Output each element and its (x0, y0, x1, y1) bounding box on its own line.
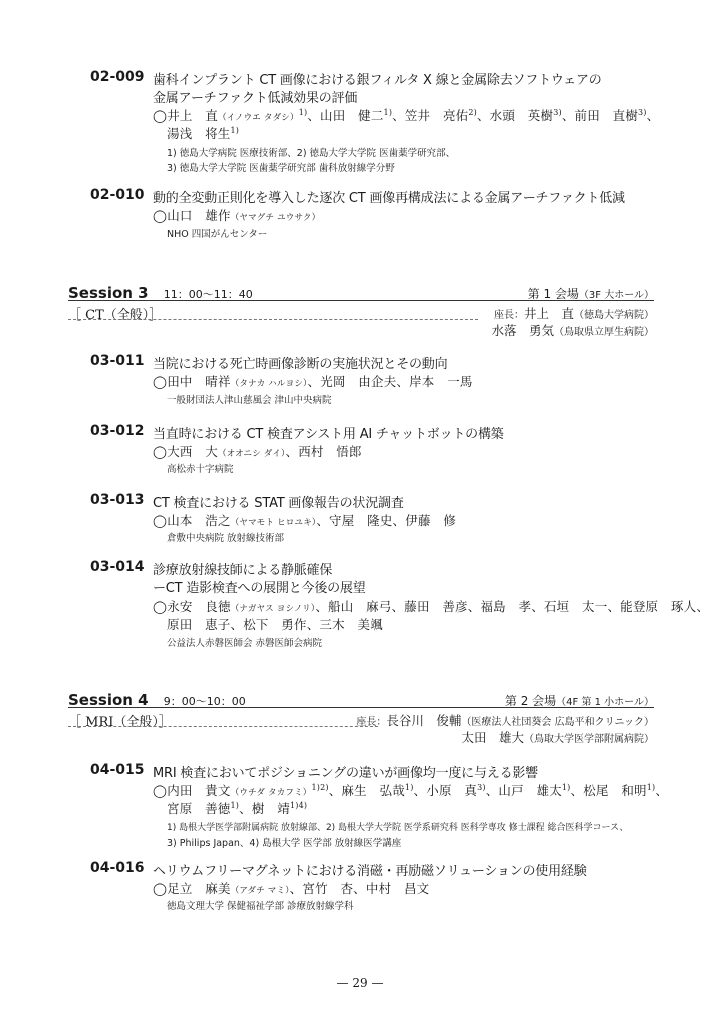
affiliation-marker: 1) (561, 782, 571, 792)
separator: 、 (646, 108, 660, 123)
affiliation-marker: 3) (477, 782, 486, 792)
affiliation-marker: 1)2) (311, 782, 329, 792)
presenter-reading: （ヤマグチ ユウサク） (230, 213, 321, 223)
abstract-title: CT 検査における STAT 画像報告の状況調査 (153, 496, 404, 511)
affiliation-marker: 2) (468, 107, 477, 117)
chair-affiliation: （鳥取県立厚生病院） (554, 327, 654, 338)
coauthor: 、前田 直樹 (561, 108, 639, 123)
coauthor: 、水頭 英樹 (476, 108, 554, 123)
coauthor: 、山戸 雄太 (485, 783, 562, 798)
abstract-title: 動的全変動正則化を導入した逐次 CT 画像再構成法による金属アーチファクト低減 (153, 191, 625, 206)
chair-name: 水落 勇気 (491, 323, 554, 338)
chair-affiliation: （医療法人社団葵会 広島平和クリニック） (461, 717, 654, 728)
presenter-name: ◯足立 麻美 (153, 881, 231, 896)
author-list (153, 442, 362, 460)
author-list (153, 879, 429, 897)
abstract-number: 03-013 (90, 492, 145, 508)
affiliation: 倉敷中央病院 放射線技術部 (167, 533, 285, 544)
coauthors: 、光岡 由企夫、岸本 一馬 (307, 374, 473, 389)
affiliation-line2: 3) Philips Japan、4) 島根大学 医学部 放射線医学講座 (167, 838, 402, 849)
session-category: ［ CT（全般）］ (68, 308, 163, 323)
author-list (153, 511, 456, 529)
coauthor: 、松尾 和明 (570, 783, 647, 798)
session-time: 11：00〜11：40 (163, 288, 253, 301)
affiliation-marker: 1) (383, 107, 393, 117)
affiliation: 徳島文理大学 保健福祉学部 診療放射線学科 (167, 901, 354, 912)
presenter-name: ◯内田 貴文 (153, 783, 231, 798)
abstract-title: 歯科インプラント CT 画像における銀フィルタ X 線と金属除去ソフトウェアの (153, 73, 602, 88)
separator: 、 (655, 783, 669, 798)
abstract-number: 03-012 (90, 423, 145, 439)
presenter-reading: （タナカ ハルヨシ） (230, 379, 308, 389)
presenter-reading: （ウチダ タカフミ） (230, 788, 312, 798)
author-list-line2 (167, 124, 239, 142)
coauthors: 、守屋 隆史、伊藤 修 (316, 513, 457, 528)
presenter-name: ◯大西 大 (153, 444, 218, 459)
author-list (153, 597, 709, 615)
coauthor: 湯浅 将生 (167, 126, 231, 141)
chair-label: 座長： (493, 310, 524, 321)
presenter-name: ◯井上 直 (153, 108, 218, 123)
author-list-line2 (167, 799, 307, 817)
affiliation-marker: 1) (298, 107, 308, 117)
presenter-reading: （ヤマモト ヒロユキ） (230, 518, 317, 528)
chair-name: 井上 直 (523, 306, 574, 321)
presenter-name: ◯山口 雄作 (153, 208, 231, 223)
affiliation-marker: 1) (230, 800, 240, 810)
presenter-reading: （アダチ マミ） (230, 886, 290, 896)
coauthors: 、宮竹 杏、中村 昌文 (289, 881, 430, 896)
coauthor: 、笠井 亮佑 (392, 108, 469, 123)
coauthor: 、山田 健二 (307, 108, 384, 123)
affiliation: 高松赤十字病院 (167, 464, 234, 475)
page-number: — 29 — (336, 976, 384, 990)
coauthor: 、小原 真 (413, 783, 478, 798)
affiliation: NHO 四国がんセンター (167, 229, 268, 240)
venue-name: 第 1 会場 (527, 287, 579, 301)
abstract-title: MRI 検査においてポジショニングの違いが画像均一度に与える影響 (153, 766, 538, 781)
affiliation-marker: 1) (230, 125, 240, 135)
presenter-name: ◯田中 晴祥 (153, 374, 231, 389)
coauthor: 、樹 靖 (239, 801, 290, 816)
abstract-number: 02-010 (90, 187, 145, 203)
affiliation: 公益法人赤磐医師会 赤磐医師会病院 (167, 638, 323, 649)
author-list (153, 781, 668, 799)
session-subdivider (68, 319, 478, 320)
affiliation-marker: 1)4) (289, 800, 308, 810)
presenter-name: ◯永安 良徳 (153, 599, 231, 614)
abstract-title: 当院における死亡時画像診断の実施状況とその動向 (153, 357, 448, 372)
author-list-line2: 原田 恵子、松下 勇作、三木 美颯 (167, 617, 383, 632)
presenter-reading: （オオニシ ダイ） (218, 449, 286, 459)
affiliation: 1) 島根大学医学部附属病院 放射線部、2) 島根大学大学院 医学系研究科 医科学専攻 修士課程 総合医科学コース、 (167, 823, 629, 833)
chair-line-1 (494, 304, 654, 322)
chair-affiliation: （鳥取大学医学部附属病院） (524, 734, 654, 745)
abstract-title: 当直時における CT 検査アシスト用 AI チャットボットの構築 (153, 427, 504, 442)
author-list (153, 206, 320, 224)
session-divider (68, 300, 654, 301)
author-list (153, 372, 473, 390)
affiliation-line2: 3) 徳島大学大学院 医歯薬学研究部 歯科放射線学分野 (167, 163, 395, 174)
session-time: 9：00〜10：00 (163, 695, 246, 708)
venue-room: （4F 第 1 小ホール） (556, 697, 654, 708)
coauthor: 、麻生 弘哉 (328, 783, 405, 798)
affiliation: 1) 徳島大学病院 医療技術部、2) 徳島大学大学院 医歯薬学研究部、 (167, 148, 456, 159)
chair-name: 太田 雄大 (461, 730, 524, 745)
session-category: ［ MRI（全般）］ (68, 715, 172, 730)
chair-line-2 (491, 321, 654, 339)
affiliation-marker: 3) (553, 107, 562, 117)
session-label: Session 4 (68, 691, 149, 709)
abstract-title: ヘリウムフリーマグネットにおける消磁・再励磁ソリューションの使用経験 (153, 864, 587, 879)
chair-name: 長谷川 俊輔 (386, 713, 462, 728)
presenter-reading: （ナガヤス ヨシノリ） (230, 604, 316, 614)
venue-room: （3F 大ホール） (578, 290, 654, 301)
abstract-number: 03-011 (90, 353, 145, 369)
venue-name: 第 2 会場 (504, 694, 557, 708)
presenter-reading: （イノウエ タダシ） (218, 113, 299, 123)
abstract-subtitle: ーCT 造影検査への展開と今後の展望 (153, 581, 366, 596)
coauthors: 、西村 悟郎 (285, 444, 362, 459)
chair-affiliation: （徳島大学病院） (574, 310, 654, 321)
affiliation-marker: 1) (646, 782, 656, 792)
session-divider (68, 707, 654, 708)
chair-line-1 (356, 711, 654, 729)
coauthor: 宮原 善徳 (167, 801, 231, 816)
affiliation: 一般財団法人津山慈風会 津山中央病院 (167, 395, 332, 406)
affiliation-marker: 1) (404, 782, 414, 792)
affiliation-marker: 3) (638, 107, 647, 117)
abstract-title-line2: 金属アーチファクト低減効果の評価 (153, 91, 358, 106)
session-label: Session 3 (68, 284, 149, 302)
chair-label: 座長： (356, 717, 387, 728)
abstract-title: 診療放射線技師による静脈確保 (153, 563, 333, 578)
session-subdivider (68, 726, 378, 727)
coauthors: 、船山 麻弓、藤田 善彦、福島 孝、石垣 太一、能登原 琢人、 (315, 599, 710, 614)
abstract-number: 03-014 (90, 559, 145, 575)
author-list (153, 106, 659, 124)
abstract-number: 02-009 (90, 69, 145, 85)
presenter-name: ◯山本 浩之 (153, 513, 231, 528)
abstract-number: 04-015 (90, 762, 145, 778)
chair-line-2 (461, 728, 654, 746)
abstract-number: 04-016 (90, 860, 145, 876)
